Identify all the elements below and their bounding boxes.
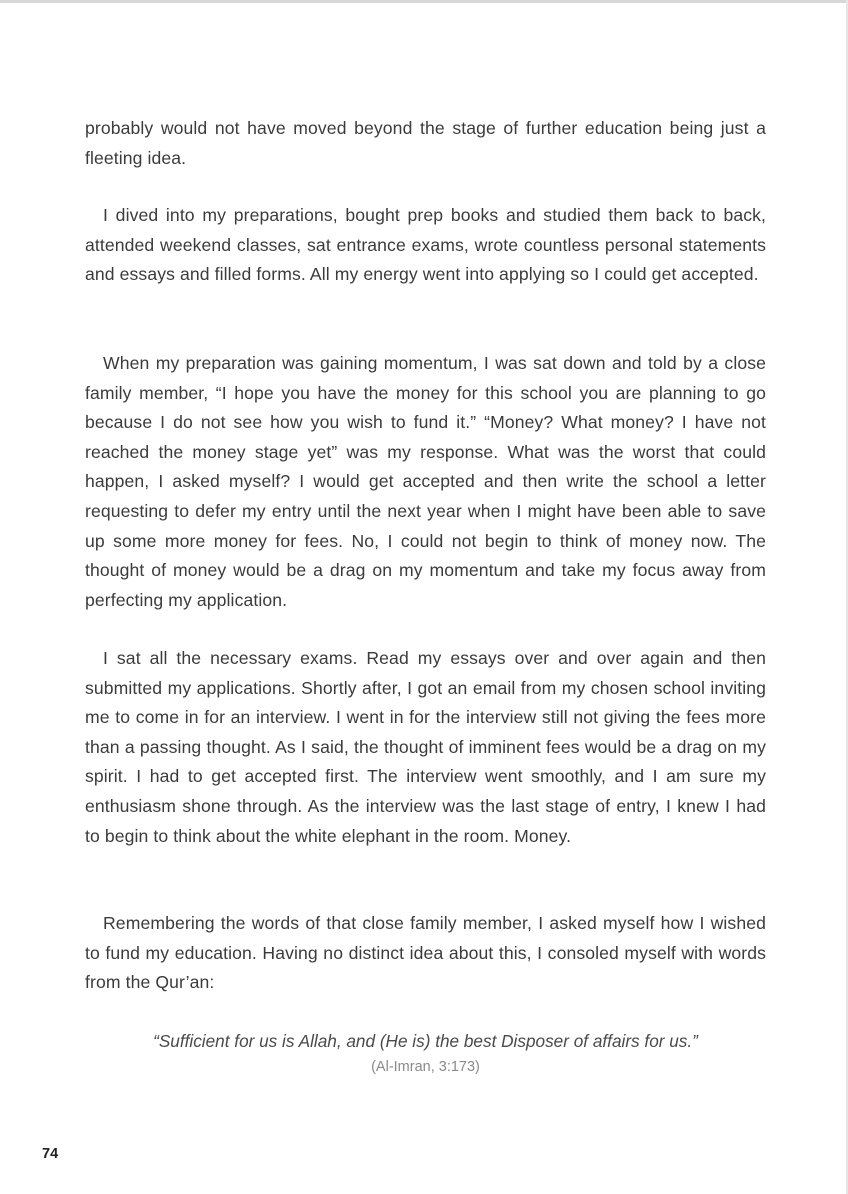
quran-quote: “Sufficient for us is Allah, and (He is) the best Disposer of affairs for us.” bbox=[153, 1031, 698, 1051]
paragraph-3: When my preparation was gaining momentum, I was sat down and told by a close family member, “I hope you have the money for this school you are planning to go because I do not see how you wish to fund it.” “Money? What money? I have not reached the money stage yet” was my response. What was the worst that could happen, I asked myself? I would get accepted and then write the school a letter requesting to defer my entry until the next year when I might have been able to save up some more money for fees. No, I could not begin to think of money now. The thought of money would be a drag on my momentum and take my focus away from perfecting my application. bbox=[85, 353, 766, 610]
paragraph-4: I sat all the necessary exams. Read my essays over and over again and then submitted my applications. Shortly after, I got an email from my chosen school inviting me to come in for an interview. I went in for the interview still not giving the fees more than a passing thought. As I said, the thought of imminent fees would be a drag on my spirit. I had to get accepted first. The interview went smoothly, and I am sure my enthusiasm shone through. As the interview was the last stage of entry, I knew I had to begin to think about the white elephant in the room. Money. bbox=[85, 648, 766, 846]
page-top-edge bbox=[0, 0, 848, 3]
quote-citation: (Al-Imran, 3:173) bbox=[371, 1059, 480, 1075]
paragraph-1: probably would not have moved beyond the stage of further education being just a fleeting idea. bbox=[85, 118, 766, 168]
paragraph-5: Remembering the words of that close family member, I asked myself how I wished to fund my education. Having no distinct idea about this, I consoled myself with words from the Qur’an: bbox=[85, 913, 766, 993]
page-number: 74 bbox=[42, 1146, 59, 1162]
paragraph-2: I dived into my preparations, bought prep books and studied them back to back, attended weekend classes, sat entrance exams, wrote countless personal statements and essays and filled forms. All my energy went into applying so I could get accepted. bbox=[85, 205, 766, 285]
